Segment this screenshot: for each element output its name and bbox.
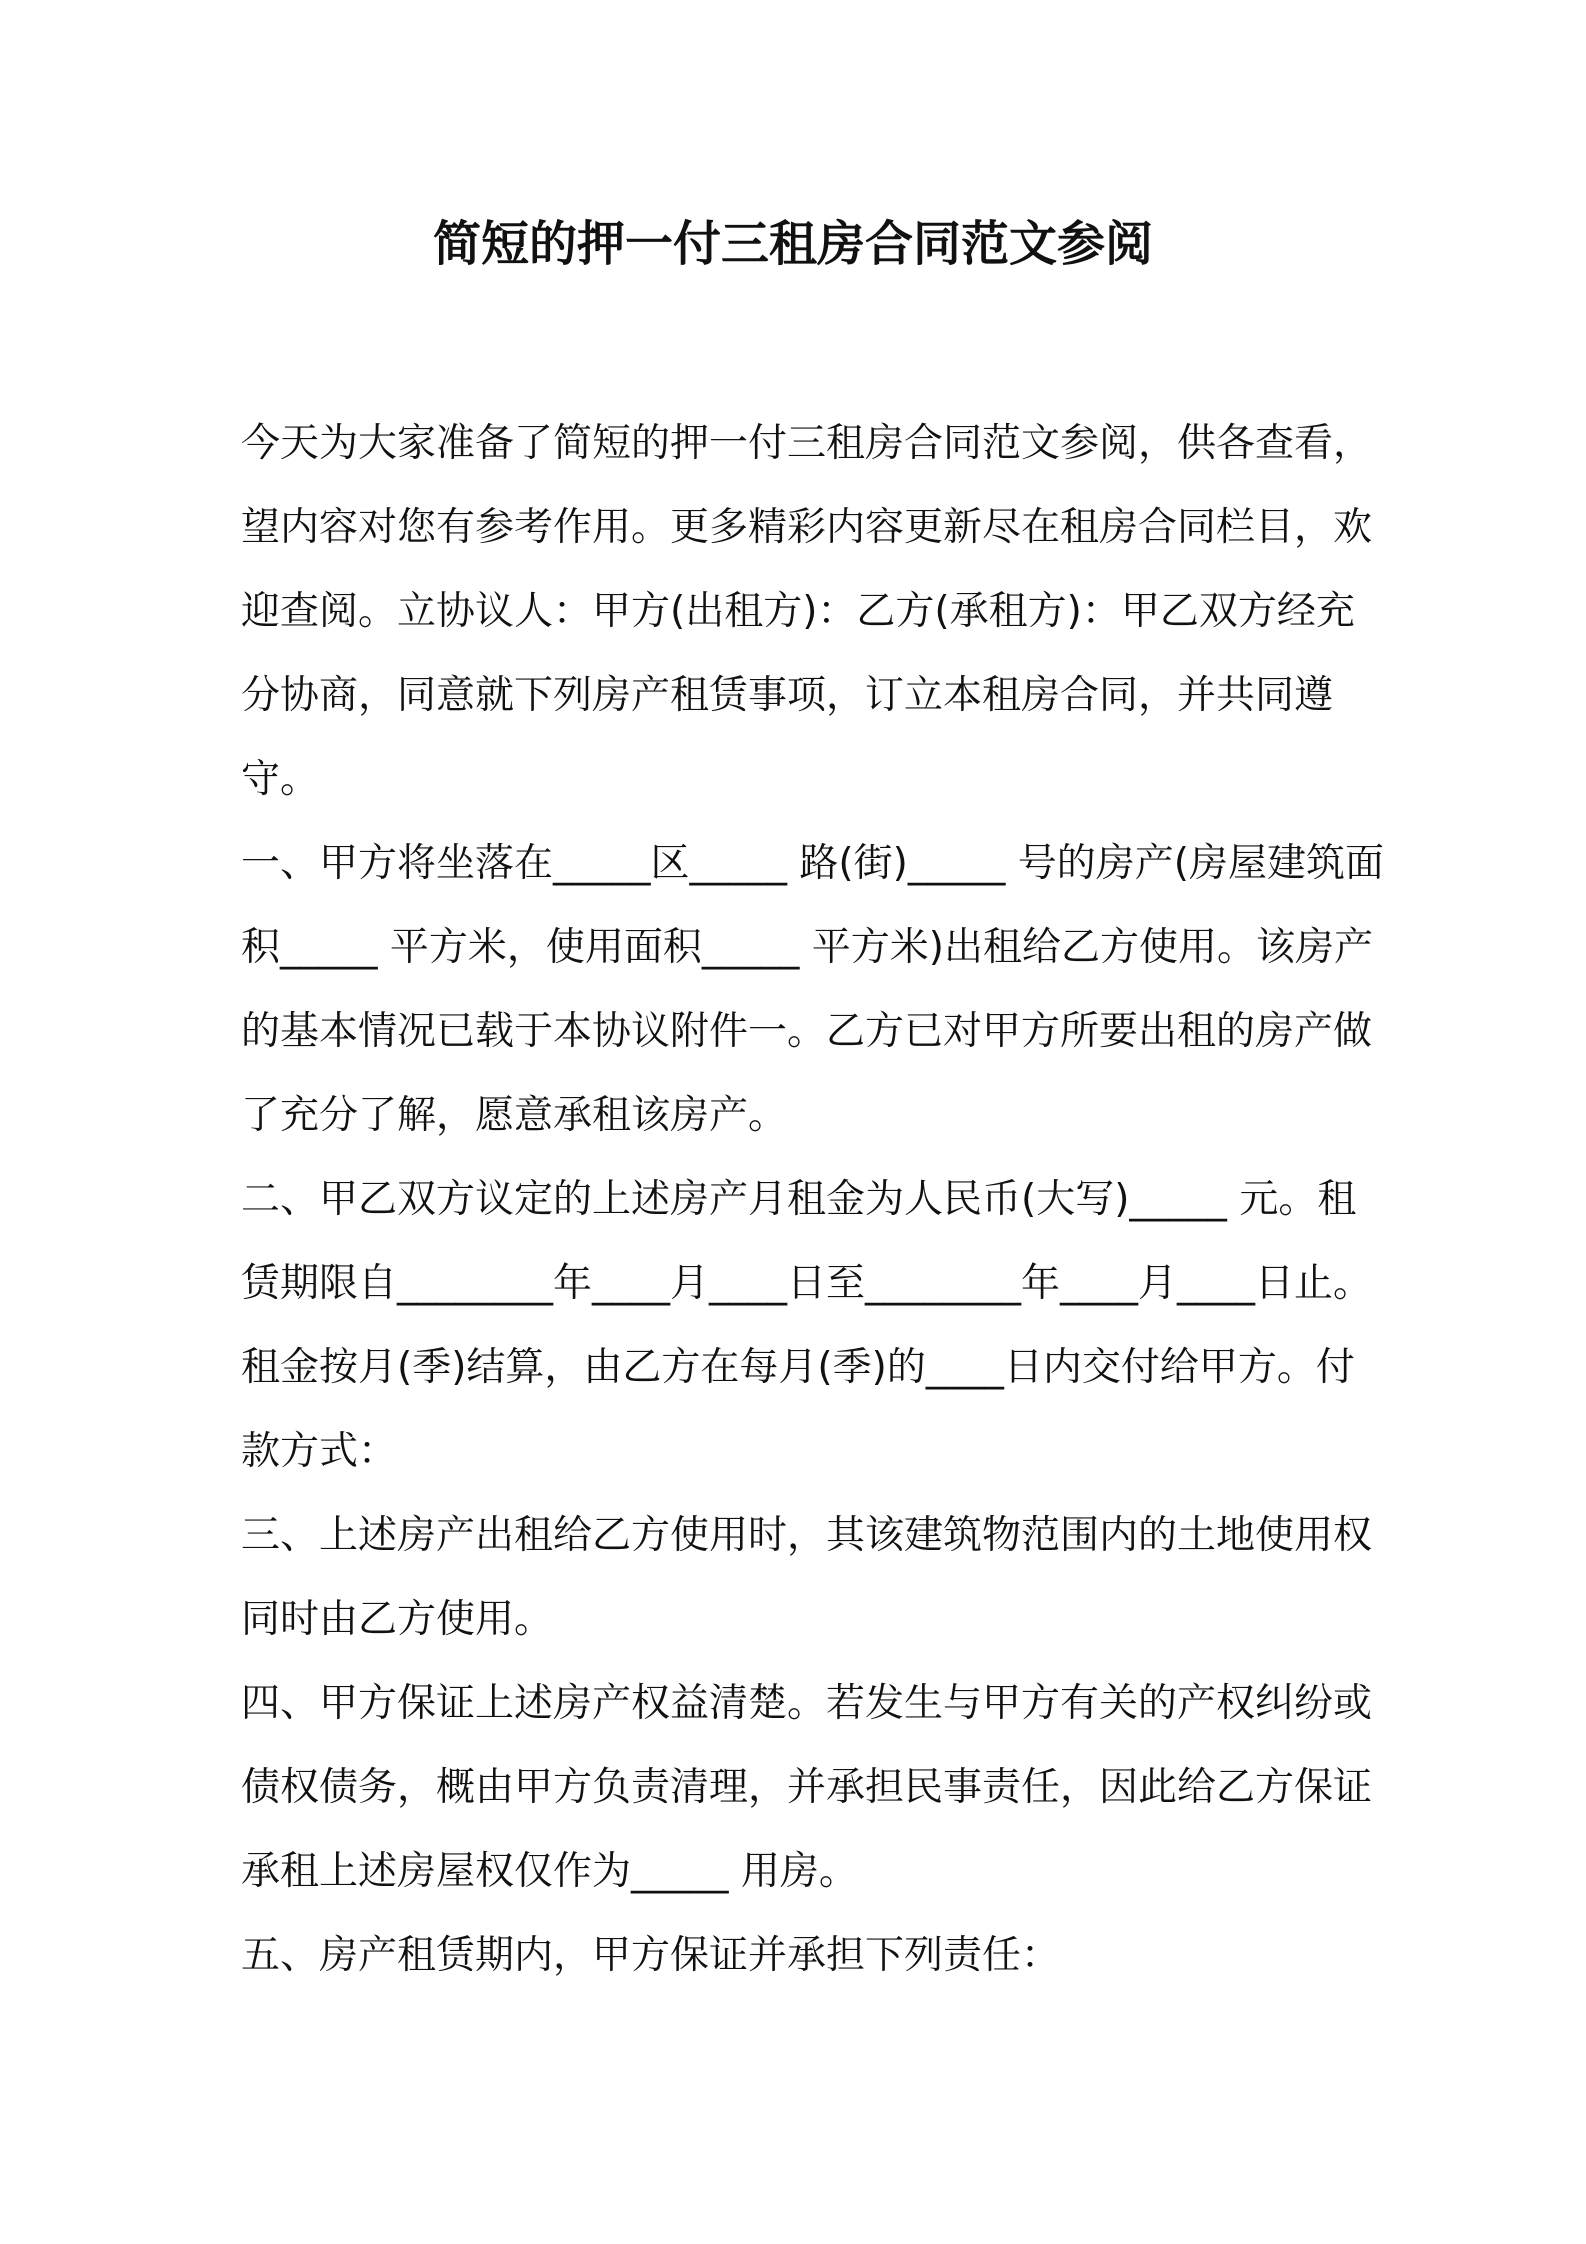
paragraph-clause-3: 三、上述房产出租给乙方使用时，其该建筑物范围内的土地使用权同时由乙方使用。 bbox=[241, 1513, 1373, 1642]
paragraph-clause-5: 五、房产租赁期内，甲方保证并承担下列责任： bbox=[241, 1933, 1061, 1978]
document-title: 简短的押一付三租房合同范文参阅 bbox=[432, 216, 1153, 272]
paragraph-clause-2: 二、甲乙双方议定的上述房产月租金为人民币(大写)_____ 元。租赁期限自________年____月____日至________年____月____日止。租金按月(季)结算，由乙方在每月(季)的____日内交付给甲方。付款方式： bbox=[241, 1177, 1373, 1474]
document-body bbox=[241, 402, 1391, 1998]
paragraph-intro: 今天为大家准备了简短的押一付三租房合同范文参阅，供各查看，望内容对您有参考作用。更多精彩内容更新尽在租房合同栏目，欢迎查阅。立协议人：甲方(出租方)：乙方(承租方)：甲乙双方经充分协商，同意就下列房产租赁事项，订立本租房合同，并共同遵守。 bbox=[241, 421, 1373, 802]
paragraph-clause-4: 四、甲方保证上述房产权益清楚。若发生与甲方有关的产权纠纷或债权债务，概由甲方负责清理，并承担民事责任，因此给乙方保证承租上述房屋权仅作为_____ 用房。 bbox=[241, 1681, 1373, 1894]
paragraph-clause-1: 一、甲方将坐落在_____区_____ 路(街)_____ 号的房产(房屋建筑面积_____ 平方米，使用面积_____ 平方米)出租给乙方使用。该房产的基本情况已载于本协议附件一。乙方已对甲方所要出租的房产做了充分了解，愿意承租该房产。 bbox=[241, 841, 1384, 1138]
